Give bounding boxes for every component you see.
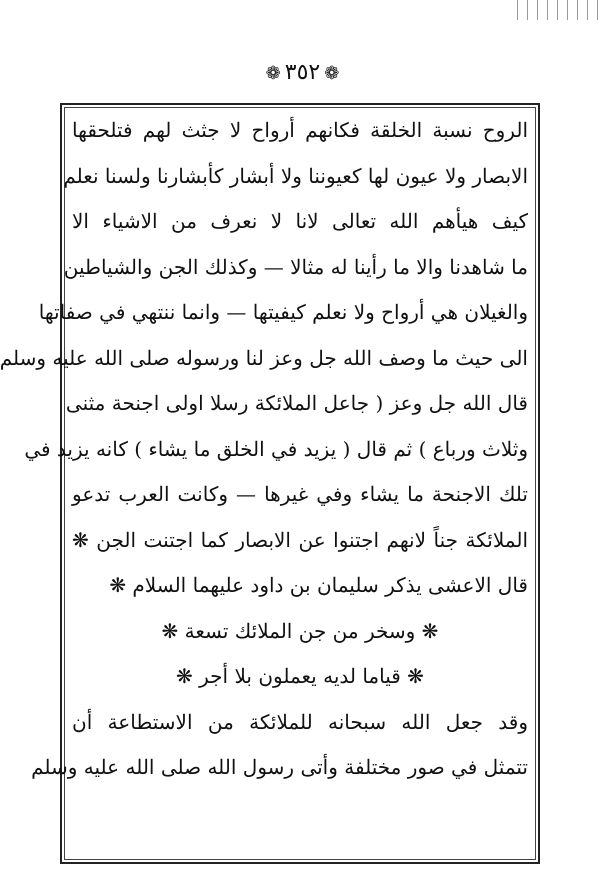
text-line: وثلاث ورباع ) ثم قال ( يزيد في الخلق ما يشاء ) كانه يزيد في [24,436,528,461]
poem-verse: ❋ قياما لديه يعملون بلا أجر ❋ [176,664,424,688]
text-line: قال الله جل وعز ( جاعل الملائكة رسلا اولى اجنحة مثنى [65,391,528,415]
text-line: كيف هيأهم الله تعالى لانا لا نعرف من الاشياء الا [72,209,528,233]
ornament-icon: ❁ [324,63,340,84]
body-text [0,108,528,791]
text-line: الى حيث ما وصف الله جل وعز لنا ورسوله صلى الله عليه وسلم [0,345,528,370]
text-line: وقد جعل الله سبحانه للملائكة من الاستطاعة أن [72,709,528,734]
text-line: تلك الاجنحة ما يشاء وفي غيرها — وكانت العرب تدعو [72,482,528,506]
top-edge-stripes [513,0,605,20]
text-line: والغيلان هي أرواح ولا نعلم كيفيتها — وانما ننتهي في صفاتها [38,300,528,324]
text-line: تتمثل في صور مختلفة وأتى رسول الله صلى الله عليه وسلم [31,755,528,779]
text-line: قال الاعشى يذكر سليمان بن داود عليهما السلام ❋ [109,573,528,597]
text-line: ما شاهدنا والا ما رأينا له مثالا — وكذلك الجن والشياطين [63,254,528,279]
text-line: الابصار ولا عيون لها كعيوننا ولا أبشار كأبشارنا ولسنا نعلم [63,163,528,188]
text-line: الملائكة جناً لانهم اجتنوا عن الابصار كما اجتنت الجن ❋ [72,527,528,552]
poem-verse: ❋ وسخر من جن الملائك تسعة ❋ [161,618,439,643]
ornament-icon: ❁ [265,63,281,84]
page-number-value: ٣٥٢ [284,60,321,85]
page-number [0,58,605,89]
text-line: الروح نسبة الخلقة فكانهم أرواح لا جثث لهم فتلحقها [72,118,528,142]
